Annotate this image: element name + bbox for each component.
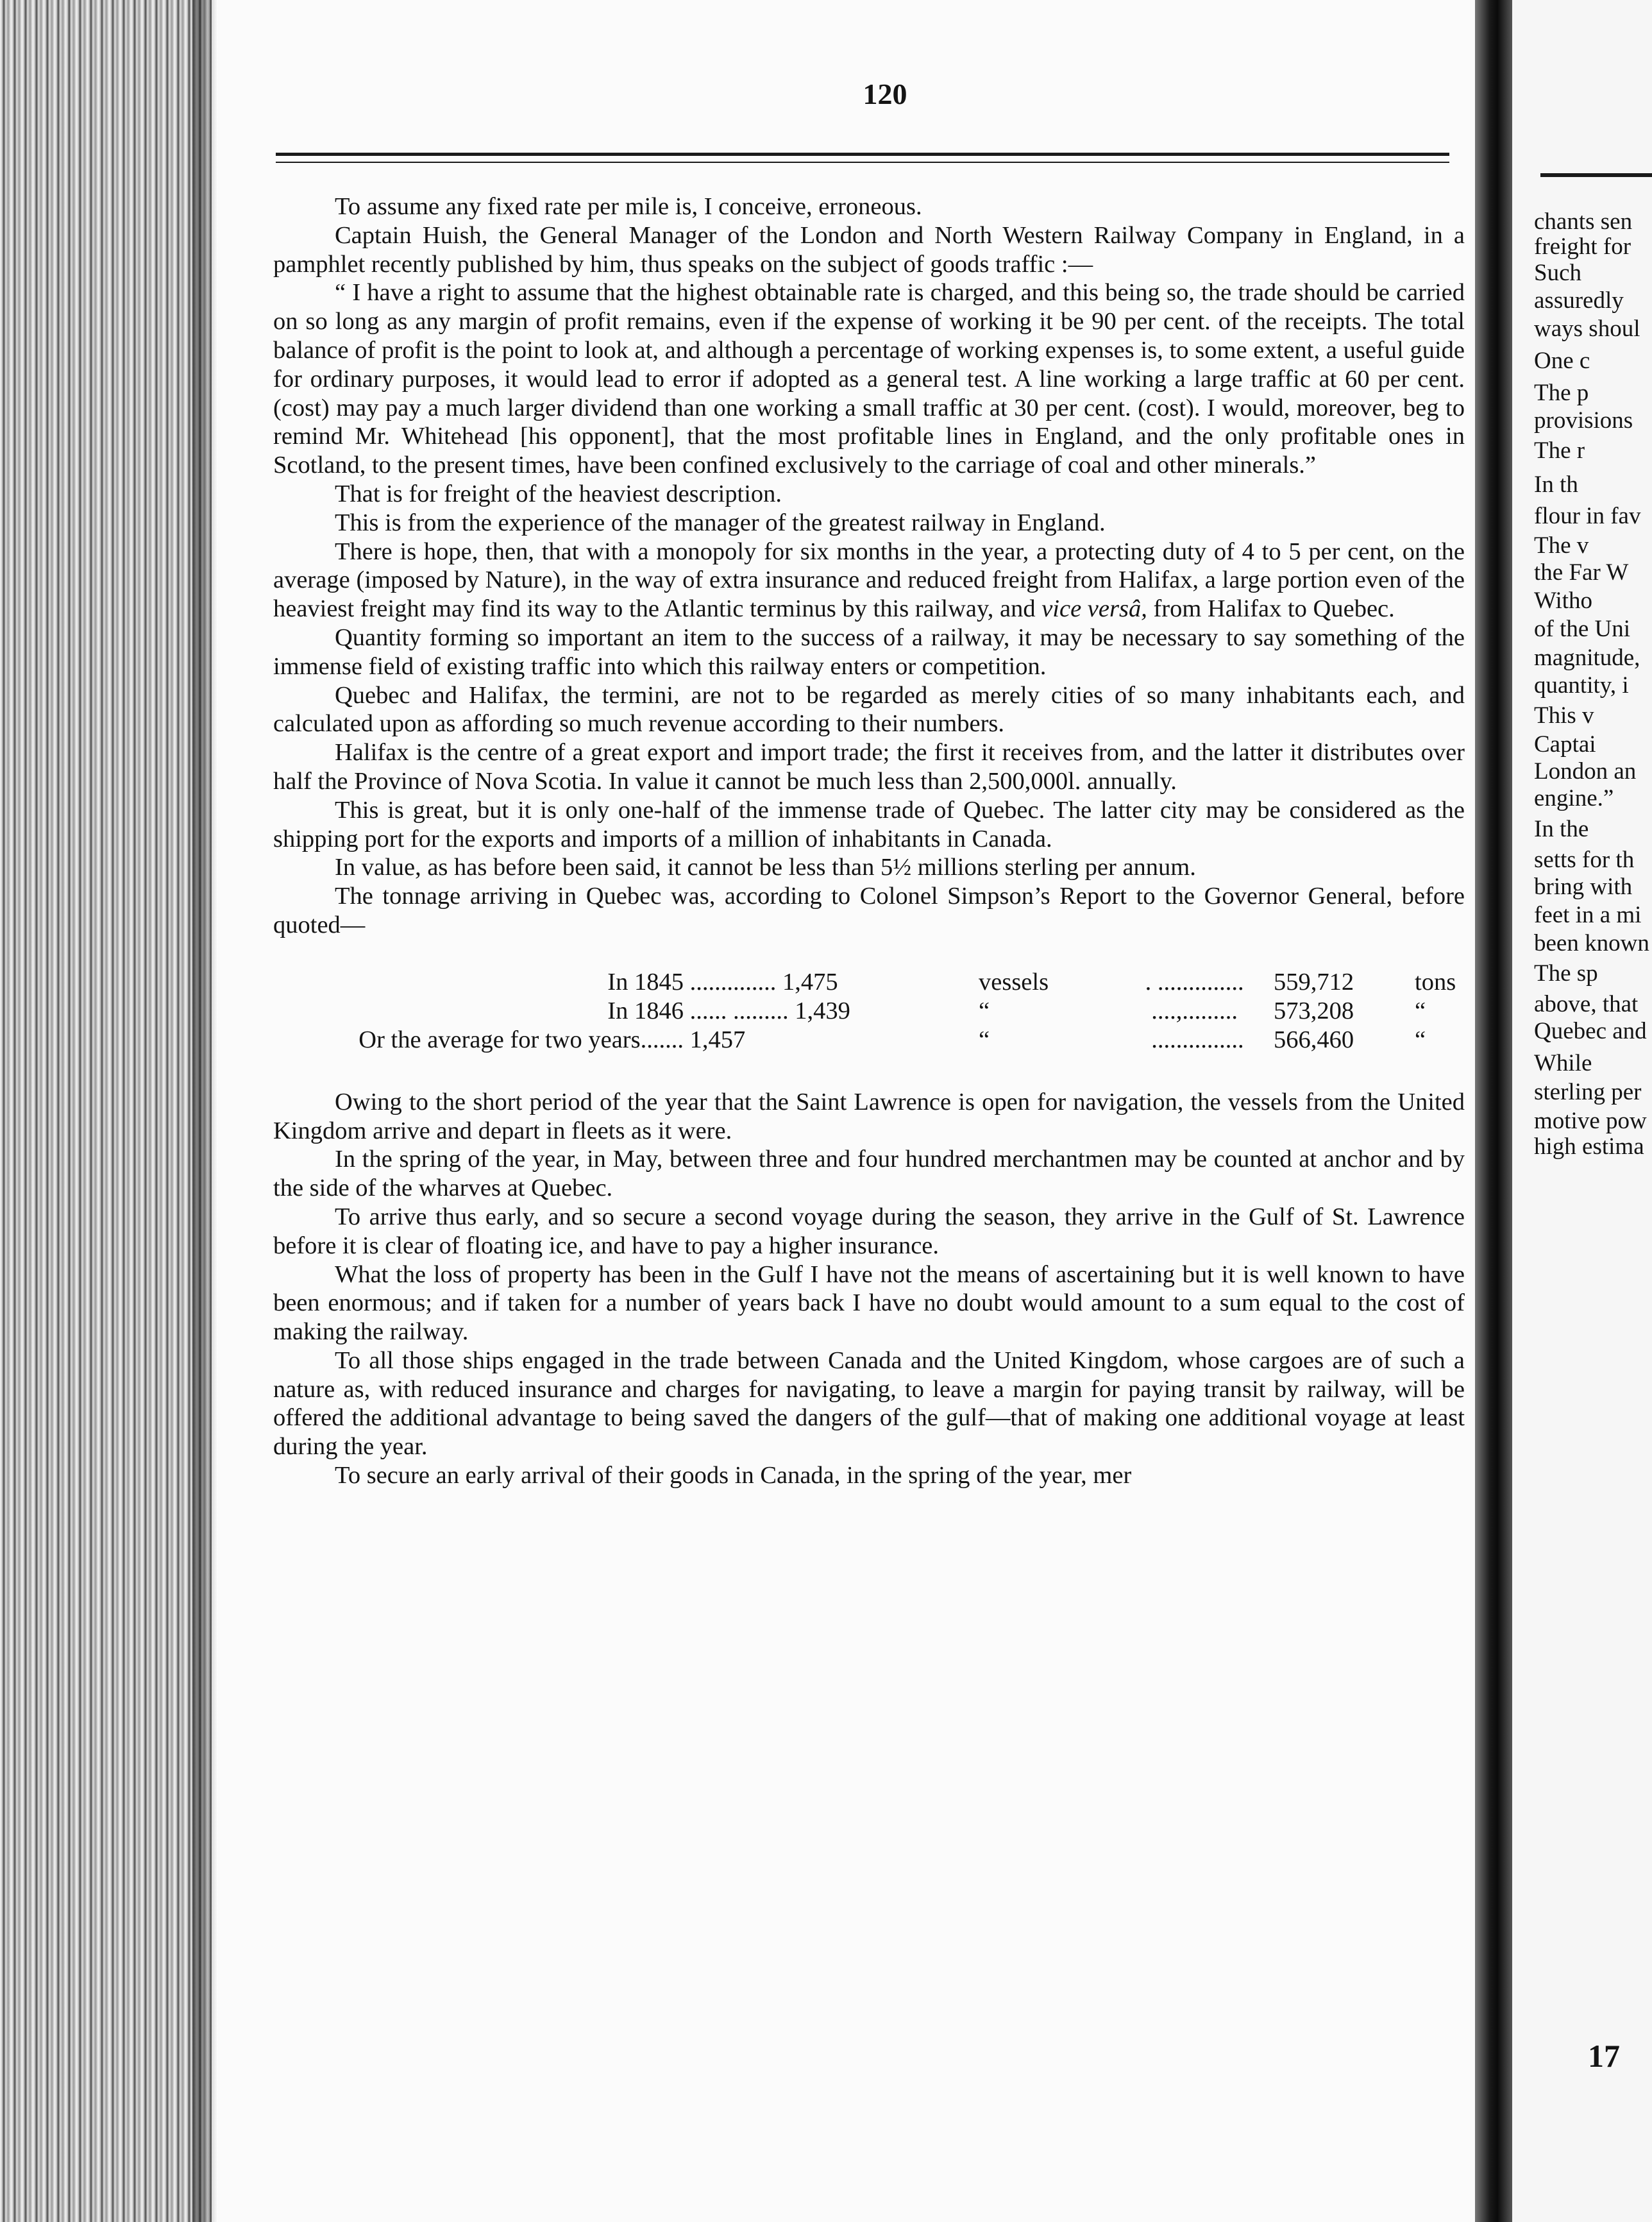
adjacent-page-line: London an bbox=[1534, 758, 1637, 784]
paragraph: This is great, but it is only one-half of the immense trade of Quebec. The latter city may be considered as the shipping port for the exports and imports of a million of inhabitants in Canada. bbox=[273, 796, 1465, 852]
italic-phrase: vice versâ, bbox=[1041, 595, 1147, 623]
adjacent-page-line: One c bbox=[1534, 348, 1590, 374]
paragraph: Captain Huish, the General Manager of the London and North Western Railway Company in England, in a pamphlet recently published by him, thus speaks on the subject of goods traffic :— bbox=[273, 221, 1465, 278]
tonnage-value: 566,460 bbox=[1274, 1026, 1354, 1053]
paragraph: Owing to the short period of the year that the Saint Lawrence is open for navigation, the vessels from the United Kingdom arrive and depart in fleets as it were. bbox=[273, 1088, 1465, 1144]
adjacent-page-line: been known bbox=[1534, 930, 1649, 956]
paragraph: To all those ships engaged in the trade between Canada and the United Kingdom, whose cargoes are of such a nature as, with reduced insurance and charges for navigating, to leave a margin for paying transit by railway, will be offered the additional advantage to being saved the dangers of the gulf—that of making one additional voyage at least during the year. bbox=[273, 1346, 1465, 1461]
table-row-label: Or the average for two years....... bbox=[358, 1026, 684, 1053]
adjacent-page-line: chants sen bbox=[1534, 208, 1633, 235]
adjacent-page-line: motive pow bbox=[1534, 1108, 1647, 1134]
adjacent-page-line: bring with bbox=[1534, 874, 1633, 900]
adjacent-page-line: The sp bbox=[1534, 960, 1598, 987]
page-number: 120 bbox=[863, 78, 907, 110]
header-rule-thin bbox=[276, 162, 1449, 163]
paragraph: In the spring of the year, in May, between three and four hundred merchantmen may be counted at anchor and by the side of the wharves at Quebec. bbox=[273, 1146, 1465, 1202]
table-row bbox=[273, 1026, 1465, 1055]
tonnage-unit: “ bbox=[1415, 997, 1426, 1024]
adjacent-page-line: In th bbox=[1534, 471, 1578, 498]
adjacent-page-line: above, that bbox=[1534, 991, 1639, 1017]
leader-dots: .............. 1,475 bbox=[684, 968, 838, 996]
vessel-unit: “ bbox=[979, 1026, 990, 1053]
paragraph: To assume any fixed rate per mile is, I conceive, erroneous. bbox=[335, 193, 922, 220]
adjacent-page-rule bbox=[1540, 173, 1652, 177]
adjacent-page-line: Witho bbox=[1534, 588, 1593, 614]
signature-mark: 17 bbox=[1588, 2038, 1620, 2074]
quotation-paragraph: “ I have a right to assume that the highest obtainable rate is charged, and this being so, the trade should be carried on so long as any margin of profit remains, even if the expense of working it be 90 per cent. of the receipts. The total balance of profit is the point to look at, and although a percentage of working expenses is, to some extent, a useful guide for ordinary purposes, it would lead to error if adopted as a general test. A line working a large traffic at 60 per cent. (cost) may pay a much larger dividend than one working a small traffic at 30 per cent. (cost). I would, moreover, beg to remind Mr. Whitehead [his opponent], that the most profitable lines in England, and the only profitable ones in Scotland, to the present times, have been confined exclusively to the carriage of coal and other minerals.” bbox=[273, 279, 1465, 479]
adjacent-page-line: While bbox=[1534, 1050, 1592, 1076]
adjacent-page-line: magnitude, bbox=[1534, 645, 1640, 671]
vessel-count: 1,439 bbox=[795, 997, 850, 1024]
table-row-label: In 1845 bbox=[607, 968, 684, 996]
leader-dots bbox=[684, 1026, 979, 1055]
table-row-label: In 1846 bbox=[607, 997, 684, 1024]
adjacent-page-line: of the Uni bbox=[1534, 616, 1631, 642]
book-gutter bbox=[1475, 0, 1512, 2222]
paragraph: Quebec and Halifax, the termini, are not to be regarded as merely cities of so many inhabitants each, and calculated upon as affording so much revenue according to their numbers. bbox=[273, 681, 1465, 738]
vessel-count: 1,457 bbox=[689, 1026, 746, 1053]
tonnage-unit: “ bbox=[1415, 1026, 1426, 1053]
tonnage-value: 559,712 bbox=[1274, 968, 1354, 996]
vessel-unit: vessels bbox=[979, 968, 1049, 996]
adjacent-page-line: setts for th bbox=[1534, 847, 1635, 873]
paragraph: Halifax is the centre of a great export and import trade; the first it receives from, and the latter it distributes over half the Province of Nova Scotia. In value it cannot be much less than 2,500,000l. annually. bbox=[273, 739, 1465, 795]
text-run: from Halifax to Quebec. bbox=[1153, 595, 1395, 623]
tonnage-unit: tons bbox=[1415, 968, 1456, 996]
adjacent-page-line: high estima bbox=[1534, 1133, 1644, 1160]
leader-dots: ....,......... bbox=[1139, 997, 1238, 1024]
main-text bbox=[273, 192, 1465, 1490]
adjacent-page-line: Captai bbox=[1534, 731, 1596, 758]
paragraph: To arrive thus early, and so secure a second voyage during the season, they arrive in the Gulf of St. Lawrence before it is clear of floating ice, and have to pay a higher insurance. bbox=[273, 1203, 1465, 1259]
adjacent-page-line: Such bbox=[1534, 260, 1581, 286]
table-row bbox=[273, 968, 1465, 997]
paragraph bbox=[273, 538, 1465, 623]
adjacent-page-line: Quebec and bbox=[1534, 1018, 1647, 1044]
adjacent-page-line: The p bbox=[1534, 380, 1589, 406]
adjacent-page-line: the Far W bbox=[1534, 559, 1629, 586]
tonnage-value: 573,208 bbox=[1274, 997, 1354, 1024]
adjacent-page-line: feet in a mi bbox=[1534, 902, 1642, 928]
paragraph: This is from the experience of the manager of the greatest railway in England. bbox=[335, 509, 1106, 536]
adjacent-page-line: flour in fav bbox=[1534, 503, 1641, 529]
adjacent-page-line: quantity, i bbox=[1534, 672, 1629, 699]
paragraph: That is for freight of the heaviest description. bbox=[335, 480, 782, 507]
adjacent-page-line: In the bbox=[1534, 816, 1589, 842]
vessel-count: 1,475 bbox=[782, 968, 838, 996]
leader-dots: . .............. bbox=[1139, 968, 1244, 996]
adjacent-page-line: The r bbox=[1534, 437, 1585, 464]
adjacent-page-line: This v bbox=[1534, 702, 1594, 729]
leader-dots: ...... ......... 1,439 bbox=[684, 997, 850, 1024]
adjacent-page-line: engine.” bbox=[1534, 785, 1614, 811]
table-row bbox=[273, 997, 1465, 1026]
leader-dots: ............... bbox=[1139, 1026, 1244, 1053]
tonnage-table bbox=[273, 968, 1465, 1055]
adjacent-page-line: assuredly bbox=[1534, 287, 1624, 314]
adjacent-page-line: freight for bbox=[1534, 233, 1631, 260]
text-run: There is hope, then, that with a monopoly for six months in the year, a protecting duty of 4 to 5 per cent, on the average (imposed by Nature), in the way of extra insurance and reduced freight from Halifax, a large portion even of the heaviest freight may find its way to the Atlantic terminus by this railway, and bbox=[273, 538, 1465, 623]
header-rule-thick bbox=[276, 153, 1449, 156]
adjacent-page-line: ways shoul bbox=[1534, 316, 1640, 342]
paragraph: What the loss of property has been in the Gulf I have not the means of ascertaining but it is well known to have been enormous; and if taken for a number of years back I have no doubt would amount to a sum equal to the cost of making the railway. bbox=[273, 1260, 1465, 1346]
paragraph: In value, as has before been said, it cannot be less than 5½ millions sterling per annum. bbox=[335, 854, 1196, 881]
adjacent-page-line: sterling per bbox=[1534, 1079, 1642, 1105]
vessel-unit: “ bbox=[979, 997, 990, 1024]
adjacent-page-line: The v bbox=[1534, 532, 1589, 559]
paragraph: To secure an early arrival of their goods in Canada, in the spring of the year, mer bbox=[335, 1462, 1132, 1489]
spine-shadow bbox=[192, 0, 218, 2222]
paragraph: Quantity forming so important an item to the success of a railway, it may be necessary to say something of the immense field of existing traffic into which this railway enters or competition. bbox=[273, 623, 1465, 680]
paragraph: The tonnage arriving in Quebec was, according to Colonel Simpson’s Report to the Governor General, before quoted— bbox=[273, 883, 1465, 938]
book-spine-edge bbox=[0, 0, 212, 2222]
adjacent-page-line: provisions bbox=[1534, 407, 1633, 434]
